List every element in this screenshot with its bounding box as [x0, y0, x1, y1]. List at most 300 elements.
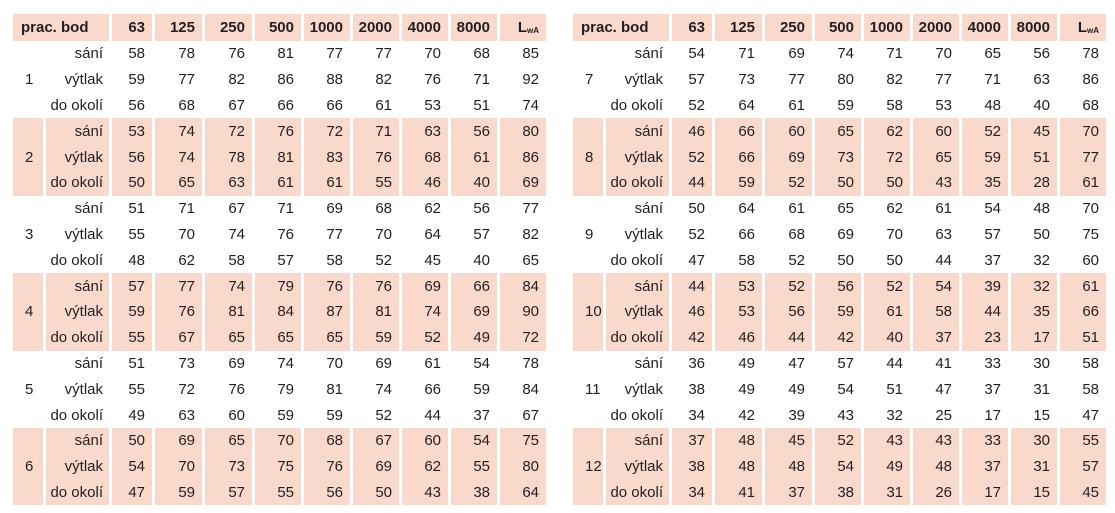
value-cell: 59: [353, 325, 399, 351]
value-cell: 48: [765, 454, 812, 480]
value-cell: 77: [178, 71, 195, 89]
value-cell: 46: [672, 118, 712, 144]
value-cell: 47: [788, 354, 805, 372]
value-cell: 69: [228, 354, 245, 372]
point-number: 3: [25, 225, 34, 243]
table-row: [13, 480, 546, 506]
value-cell: 57: [837, 354, 854, 372]
value-cell: 79: [255, 273, 301, 299]
value-cell: 77: [155, 273, 202, 299]
mode-label: výtlak: [46, 299, 109, 325]
mode-label: do okolí: [46, 480, 109, 506]
value-cell: 42: [815, 325, 861, 351]
point-number: 12: [573, 454, 603, 480]
value-cell: 74: [375, 380, 392, 398]
value-cell: 32: [886, 406, 903, 424]
value-cell: 52: [402, 325, 448, 351]
value-cell: 75: [500, 428, 546, 454]
value-cell: 77: [326, 45, 343, 63]
header-freq-2000: 2000: [353, 14, 399, 41]
value-cell: 50: [353, 480, 399, 506]
value-cell: 58: [1082, 354, 1099, 372]
value-cell: 51: [886, 380, 903, 398]
header-freq-4000: 4000: [962, 14, 1008, 41]
value-cell: 75: [255, 454, 301, 480]
value-cell: 57: [1060, 454, 1106, 480]
value-cell: 55: [353, 170, 399, 196]
value-cell: 38: [451, 480, 497, 506]
value-cell: 64: [424, 225, 441, 243]
value-cell: 37: [984, 380, 1001, 398]
value-cell: 80: [500, 118, 546, 144]
value-cell: 54: [913, 273, 959, 299]
point-number: [13, 170, 43, 196]
point-number: 8: [573, 144, 603, 170]
value-cell: 54: [473, 354, 490, 372]
value-cell: 54: [451, 428, 497, 454]
value-cell: 65: [304, 325, 350, 351]
value-cell: 57: [277, 251, 294, 269]
mode-label: výtlak: [606, 144, 669, 170]
value-cell: 62: [886, 200, 903, 218]
value-cell: 40: [473, 251, 490, 269]
value-cell: 30: [1011, 428, 1057, 454]
mode-label: sání: [74, 200, 103, 218]
value-cell: 49: [788, 380, 805, 398]
table-row: [13, 428, 546, 454]
table-row: [573, 376, 1106, 402]
table-body: [573, 14, 1106, 505]
value-cell: 52: [765, 170, 812, 196]
value-cell: 83: [304, 144, 350, 170]
value-cell: 76: [304, 273, 350, 299]
value-cell: 31: [1011, 454, 1057, 480]
value-cell: 44: [424, 406, 441, 424]
value-cell: 37: [765, 480, 812, 506]
value-cell: 35: [962, 170, 1008, 196]
value-cell: 65: [155, 170, 202, 196]
value-cell: 69: [402, 273, 448, 299]
value-cell: 37: [672, 428, 712, 454]
point-number: [573, 41, 603, 67]
value-cell: 59: [128, 71, 145, 89]
header-freq-63: 63: [672, 14, 712, 41]
value-cell: 77: [522, 200, 539, 218]
table-row: [13, 299, 546, 325]
value-cell: 82: [228, 71, 245, 89]
value-cell: 66: [424, 380, 441, 398]
value-cell: 74: [522, 96, 539, 114]
value-cell: 56: [112, 144, 152, 170]
value-cell: 69: [353, 454, 399, 480]
value-cell: 62: [864, 118, 910, 144]
table-row: [573, 144, 1106, 170]
value-cell: 59: [326, 406, 343, 424]
header-freq-63: 63: [112, 14, 152, 41]
value-cell: 48: [715, 454, 762, 480]
value-cell: 61: [1060, 273, 1106, 299]
mode-label: sání: [74, 354, 103, 372]
mode-label: do okolí: [50, 96, 103, 114]
value-cell: 45: [765, 428, 812, 454]
value-cell: 39: [788, 406, 805, 424]
value-cell: 50: [815, 170, 861, 196]
value-cell: 77: [326, 225, 343, 243]
header-freq-8000: 8000: [451, 14, 497, 41]
value-cell: 71: [738, 45, 755, 63]
value-cell: 64: [738, 96, 755, 114]
point-number: 2: [13, 144, 43, 170]
value-cell: 70: [886, 225, 903, 243]
value-cell: 72: [304, 118, 350, 144]
value-cell: 63: [178, 406, 195, 424]
value-cell: 72: [500, 325, 546, 351]
point-number: 11: [585, 380, 601, 398]
value-cell: 66: [738, 225, 755, 243]
value-cell: 44: [962, 299, 1008, 325]
value-cell: 82: [522, 225, 539, 243]
value-cell: 66: [451, 273, 497, 299]
mode-label: do okolí: [46, 325, 109, 351]
value-cell: 53: [715, 273, 762, 299]
header-row: [13, 14, 546, 41]
header-row: [573, 14, 1106, 41]
mode-label: sání: [606, 273, 669, 299]
value-cell: 55: [128, 225, 145, 243]
value-cell: 52: [815, 428, 861, 454]
value-cell: 63: [1033, 71, 1050, 89]
value-cell: 33: [984, 354, 1001, 372]
value-cell: 60: [765, 118, 812, 144]
value-cell: 45: [424, 251, 441, 269]
value-cell: 77: [375, 45, 392, 63]
point-number: [573, 351, 603, 377]
value-cell: 17: [984, 406, 1001, 424]
value-cell: 54: [984, 200, 1001, 218]
header-freq-125: 125: [155, 14, 202, 41]
value-cell: 51: [1011, 144, 1057, 170]
value-cell: 37: [984, 251, 1001, 269]
value-cell: 61: [375, 96, 392, 114]
value-cell: 76: [304, 454, 350, 480]
mode-label: do okolí: [46, 170, 109, 196]
value-cell: 61: [451, 144, 497, 170]
value-cell: 48: [128, 251, 145, 269]
value-cell: 41: [935, 354, 952, 372]
value-cell: 57: [205, 480, 252, 506]
mode-label: sání: [634, 200, 663, 218]
value-cell: 55: [1060, 428, 1106, 454]
point-number: [13, 273, 43, 299]
value-cell: 52: [765, 273, 812, 299]
value-cell: 68: [473, 45, 490, 63]
value-cell: 57: [473, 225, 490, 243]
value-cell: 72: [178, 380, 195, 398]
value-cell: 65: [913, 144, 959, 170]
value-cell: 67: [155, 325, 202, 351]
value-cell: 81: [277, 45, 294, 63]
value-cell: 51: [473, 96, 490, 114]
point-number: 6: [13, 454, 43, 480]
value-cell: 65: [522, 251, 539, 269]
value-cell: 43: [837, 406, 854, 424]
point-number: [573, 325, 603, 351]
point-number: 10: [573, 299, 603, 325]
value-cell: 85: [522, 45, 539, 63]
value-cell: 68: [304, 428, 350, 454]
value-cell: 54: [815, 454, 861, 480]
mode-label: do okolí: [50, 251, 103, 269]
value-cell: 52: [688, 96, 705, 114]
value-cell: 72: [205, 118, 252, 144]
value-cell: 44: [886, 354, 903, 372]
point-number: [13, 351, 43, 377]
value-cell: 58: [738, 251, 755, 269]
table-row: [573, 351, 1106, 377]
value-cell: 34: [688, 406, 705, 424]
value-cell: 59: [473, 380, 490, 398]
value-cell: 87: [304, 299, 350, 325]
value-cell: 28: [1011, 170, 1057, 196]
value-cell: 73: [178, 354, 195, 372]
value-cell: 70: [375, 225, 392, 243]
table-row: [13, 196, 546, 222]
value-cell: 76: [424, 71, 441, 89]
value-cell: 86: [277, 71, 294, 89]
table-row: [13, 93, 546, 119]
value-cell: 88: [326, 71, 343, 89]
value-cell: 33: [962, 428, 1008, 454]
mode-label: do okolí: [50, 406, 103, 424]
value-cell: 48: [1033, 200, 1050, 218]
value-cell: 60: [228, 406, 245, 424]
point-number: [573, 273, 603, 299]
value-cell: 80: [837, 71, 854, 89]
value-cell: 74: [155, 144, 202, 170]
value-cell: 44: [672, 170, 712, 196]
header-freq-1000: 1000: [864, 14, 910, 41]
value-cell: 76: [155, 299, 202, 325]
value-cell: 78: [522, 354, 539, 372]
header-lwa: [1060, 14, 1106, 41]
value-cell: 73: [815, 144, 861, 170]
value-cell: 69: [788, 45, 805, 63]
value-cell: 48: [913, 454, 959, 480]
table-row: [13, 222, 546, 248]
header-freq-500: 500: [815, 14, 861, 41]
value-cell: 69: [375, 354, 392, 372]
value-cell: 61: [935, 200, 952, 218]
value-cell: 68: [402, 144, 448, 170]
value-cell: 76: [277, 225, 294, 243]
value-cell: 50: [112, 170, 152, 196]
value-cell: 61: [424, 354, 441, 372]
header-lwa-main: L: [1077, 19, 1087, 36]
value-cell: 66: [277, 96, 294, 114]
value-cell: 31: [1033, 380, 1050, 398]
value-cell: 63: [205, 170, 252, 196]
value-cell: 43: [913, 428, 959, 454]
mode-label: sání: [634, 354, 663, 372]
table-row: [13, 144, 546, 170]
table-row: [13, 41, 546, 67]
value-cell: 37: [473, 406, 490, 424]
value-cell: 44: [672, 273, 712, 299]
value-cell: 77: [935, 71, 952, 89]
mode-label: výtlak: [606, 299, 669, 325]
value-cell: 70: [178, 225, 195, 243]
table-row: [573, 222, 1106, 248]
value-cell: 59: [715, 170, 762, 196]
value-cell: 69: [326, 200, 343, 218]
table-row: [573, 454, 1106, 480]
value-cell: 66: [326, 96, 343, 114]
value-cell: 74: [837, 45, 854, 63]
point-number: [573, 93, 603, 119]
value-cell: 49: [451, 325, 497, 351]
point-number: [573, 247, 603, 273]
value-cell: 68: [375, 200, 392, 218]
value-cell: 76: [228, 380, 245, 398]
value-cell: 44: [935, 251, 952, 269]
value-cell: 59: [155, 480, 202, 506]
value-cell: 70: [255, 428, 301, 454]
table-row: [13, 247, 546, 273]
header-freq-4000: 4000: [402, 14, 448, 41]
value-cell: 44: [765, 325, 812, 351]
point-number: 1: [25, 71, 34, 89]
value-cell: 68: [788, 225, 805, 243]
value-cell: 34: [672, 480, 712, 506]
header-lwa-sub: wA: [527, 26, 539, 35]
value-cell: 70: [326, 354, 343, 372]
value-cell: 37: [962, 454, 1008, 480]
header-point-label: prac. bod: [573, 14, 669, 41]
point-number: 9: [585, 225, 594, 243]
value-cell: 57: [984, 225, 1001, 243]
value-cell: 66: [715, 118, 762, 144]
value-cell: 56: [815, 273, 861, 299]
mode-label: do okolí: [606, 480, 669, 506]
value-cell: 56: [451, 118, 497, 144]
value-cell: 61: [788, 96, 805, 114]
value-cell: 43: [913, 170, 959, 196]
value-cell: 57: [688, 71, 705, 89]
mode-label: do okolí: [610, 251, 663, 269]
value-cell: 58: [228, 251, 245, 269]
value-cell: 37: [913, 325, 959, 351]
table-row: [573, 428, 1106, 454]
point-number: [573, 196, 603, 222]
value-cell: 74: [155, 118, 202, 144]
value-cell: 49: [864, 454, 910, 480]
value-cell: 55: [128, 380, 145, 398]
value-cell: 65: [984, 45, 1001, 63]
value-cell: 58: [128, 45, 145, 63]
value-cell: 53: [715, 299, 762, 325]
value-cell: 59: [815, 299, 861, 325]
value-cell: 49: [128, 406, 145, 424]
value-cell: 64: [738, 200, 755, 218]
mode-label: do okolí: [610, 406, 663, 424]
value-cell: 40: [1033, 96, 1050, 114]
table-row: [573, 273, 1106, 299]
header-freq-2000: 2000: [913, 14, 959, 41]
value-cell: 51: [128, 200, 145, 218]
value-cell: 62: [424, 200, 441, 218]
value-cell: 86: [500, 144, 546, 170]
value-cell: 25: [935, 406, 952, 424]
value-cell: 61: [304, 170, 350, 196]
value-cell: 68: [1082, 96, 1099, 114]
value-cell: 58: [326, 251, 343, 269]
table-row: [573, 41, 1106, 67]
table-row: [13, 376, 546, 402]
value-cell: 56: [304, 480, 350, 506]
point-number: [13, 325, 43, 351]
mode-label: sání: [46, 273, 109, 299]
value-cell: 78: [178, 45, 195, 63]
value-cell: 69: [155, 428, 202, 454]
value-cell: 51: [1060, 325, 1106, 351]
value-cell: 61: [864, 299, 910, 325]
value-cell: 53: [112, 118, 152, 144]
value-cell: 74: [205, 273, 252, 299]
value-cell: 50: [112, 428, 152, 454]
value-cell: 74: [228, 225, 245, 243]
value-cell: 84: [255, 299, 301, 325]
value-cell: 71: [277, 200, 294, 218]
value-cell: 69: [451, 299, 497, 325]
value-cell: 56: [128, 96, 145, 114]
value-cell: 36: [688, 354, 705, 372]
value-cell: 35: [1011, 299, 1057, 325]
value-cell: 71: [886, 45, 903, 63]
value-cell: 54: [688, 45, 705, 63]
mode-label: výtlak: [64, 225, 103, 243]
value-cell: 67: [228, 96, 245, 114]
value-cell: 74: [277, 354, 294, 372]
value-cell: 56: [473, 200, 490, 218]
point-number: 4: [13, 299, 43, 325]
table-row: [13, 351, 546, 377]
value-cell: 54: [837, 380, 854, 398]
value-cell: 46: [402, 170, 448, 196]
mode-label: sání: [46, 428, 109, 454]
value-cell: 47: [935, 380, 952, 398]
table-row: [573, 118, 1106, 144]
point-number: 7: [585, 71, 594, 89]
value-cell: 81: [255, 144, 301, 170]
value-cell: 57: [112, 273, 152, 299]
value-cell: 43: [402, 480, 448, 506]
value-cell: 64: [500, 480, 546, 506]
value-cell: 77: [788, 71, 805, 89]
point-number: [13, 480, 43, 506]
header-freq-500: 500: [255, 14, 301, 41]
point-number: [573, 170, 603, 196]
value-cell: 48: [984, 96, 1001, 114]
mode-label: výtlak: [624, 225, 663, 243]
value-cell: 40: [864, 325, 910, 351]
value-cell: 52: [688, 225, 705, 243]
value-cell: 74: [402, 299, 448, 325]
value-cell: 54: [112, 454, 152, 480]
value-cell: 30: [1033, 354, 1050, 372]
value-cell: 32: [1033, 251, 1050, 269]
mode-label: výtlak: [624, 71, 663, 89]
value-cell: 46: [672, 299, 712, 325]
